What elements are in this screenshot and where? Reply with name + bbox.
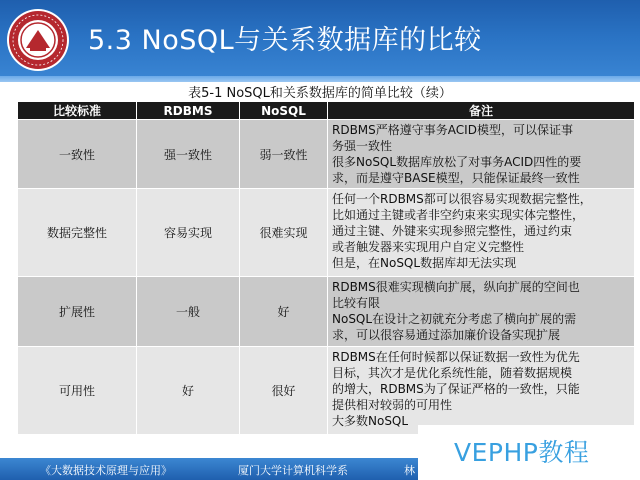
comparison-table — [17, 101, 635, 435]
footer-school: 厦门大学计算机科学系 — [238, 464, 348, 477]
nosql-cell: 很难实现 — [240, 189, 328, 277]
nosql-cell: 弱一致性 — [240, 120, 328, 189]
note-line: 或者触发器来实现用户自定义完整性 — [332, 240, 525, 254]
note-line: 通过主键、外键来实现参照完整性，通过约束 — [332, 224, 573, 238]
note-line: 任何一个RDBMS都可以很容易实现数据完整性， — [332, 192, 592, 206]
table-row — [18, 120, 635, 189]
university-seal-icon — [6, 8, 70, 72]
rdbms-cell: 强一致性 — [137, 120, 240, 189]
notes-cell — [328, 347, 635, 435]
rdbms-cell: 一般 — [137, 277, 240, 347]
footer-book-title: 《大数据技术原理与应用》 — [40, 464, 172, 477]
slide-title: 5.3 NoSQL与关系数据库的比较 — [88, 25, 482, 56]
note-line: 比较有限 — [332, 296, 381, 310]
note-line: RDBMS严格遵守事务ACID模型，可以保证事 — [332, 123, 573, 137]
table-row — [18, 189, 635, 277]
notes-cell — [328, 277, 635, 347]
slide-header — [0, 0, 640, 82]
footer-extra: 林 — [404, 464, 415, 477]
note-line: 很多NoSQL数据库放松了对事务ACID四性的要 — [332, 155, 582, 169]
criterion-cell: 数据完整性 — [18, 189, 137, 277]
rdbms-cell: 好 — [137, 347, 240, 435]
column-header: 比较标准 — [18, 102, 137, 120]
column-header: NoSQL — [240, 102, 328, 120]
note-line: 的增大，RDBMS为了保证严格的一致性，只能 — [332, 382, 580, 396]
note-line: RDBMS在任何时候都以保证数据一致性为优先 — [332, 350, 580, 364]
rdbms-cell: 容易实现 — [137, 189, 240, 277]
note-line: 求，可以很容易通过添加廉价设备实现扩展 — [332, 328, 561, 342]
notes-cell — [328, 120, 635, 189]
watermark — [418, 425, 640, 480]
table-row — [18, 347, 635, 435]
nosql-cell: 很好 — [240, 347, 328, 435]
note-line: 提供相对较弱的可用性 — [332, 398, 453, 412]
note-line: 大多数NoSQL — [332, 414, 409, 428]
note-line: 求，而是遵守BASE模型，只能保证最终一致性 — [332, 171, 580, 185]
criterion-cell: 一致性 — [18, 120, 137, 189]
column-header: 备注 — [328, 102, 635, 120]
criterion-cell: 扩展性 — [18, 277, 137, 347]
table-caption: 表5-1 NoSQL和关系数据库的简单比较（续） — [188, 86, 452, 101]
note-line: RDBMS很难实现横向扩展，纵向扩展的空间也 — [332, 280, 580, 294]
nosql-cell: 好 — [240, 277, 328, 347]
note-line: 务强一致性 — [332, 139, 393, 153]
watermark-text: VEPHP教程 — [454, 438, 590, 467]
note-line: NoSQL在设计之初就充分考虑了横向扩展的需 — [332, 312, 577, 326]
notes-cell — [328, 189, 635, 277]
table-header-row — [18, 102, 635, 120]
column-header: RDBMS — [137, 102, 240, 120]
note-line: 但是，在NoSQL数据库却无法实现 — [332, 256, 517, 270]
note-line: 比如通过主键或者非空约束来实现实体完整性， — [332, 208, 585, 222]
criterion-cell: 可用性 — [18, 347, 137, 435]
note-line: 目标，其次才是优化系统性能，随着数据规模 — [332, 366, 573, 380]
table-row — [18, 277, 635, 347]
